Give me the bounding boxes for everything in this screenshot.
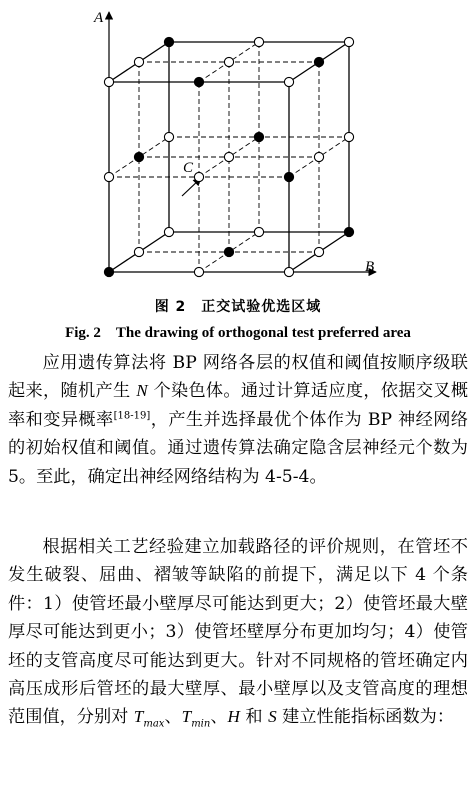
open-node (314, 152, 323, 161)
open-node (194, 267, 203, 276)
open-node (344, 132, 353, 141)
figure-caption-english: Fig. 2 The drawing of orthogonal test preferred area (65, 325, 411, 341)
filled-node (194, 77, 203, 86)
p2-var-t-max: T (133, 707, 144, 727)
p2-sub-min: min (191, 718, 211, 730)
axis-label-a: A (94, 10, 104, 26)
filled-node (284, 172, 293, 181)
paragraph-1 (8, 349, 468, 491)
axis-label-c: C (183, 160, 194, 176)
p2-text-2: 建立性能指标函数为： (276, 707, 455, 728)
open-node (284, 267, 293, 276)
p1-var-n: N (136, 381, 148, 401)
cube-grid-lines (109, 12, 376, 272)
open-node (164, 132, 173, 141)
filled-node (134, 152, 143, 161)
p2-var-s: S (268, 707, 277, 727)
open-node (344, 37, 353, 46)
p1-text-2: 个染色体。通过计算适应度，依据交叉概率和变异概率 (8, 381, 469, 430)
open-node (104, 172, 113, 181)
p2-text-1: 根据相关工艺经验建立加载路径的评价规则，在管坯不发生破裂、屈曲、褶皱等缺陷的前提下，满足以下 4 个条件：1）使管坯最小壁厚尽可能达到更大；2）使管坯最大壁厚尽可能达到更小；3）使管坯壁厚分布更加均匀；4）使管坯的支管高度尽可能达到更大。针对不同规格的管坯确定内高压成形后管坯的最大壁厚、最小壁厚以及支管高度的理想范围值，分别对 (8, 537, 468, 728)
filled-node (314, 57, 323, 66)
open-node (254, 37, 263, 46)
open-node (104, 77, 113, 86)
p1-text-3: ，产生并选择最优个体作为 BP 神经网络的初始权值和阈值。通过遗传算法确定隐含层神经元个数为 5。至此，确定出神经网络结构为 4-5-4。 (8, 409, 468, 487)
open-node (164, 227, 173, 236)
open-node (254, 227, 263, 236)
p2-var-h: H (227, 707, 240, 727)
open-node (314, 247, 323, 256)
open-node (284, 77, 293, 86)
p2-var-t-min: T (181, 707, 192, 727)
p2-sep-1: 、 (164, 707, 182, 728)
axis-label-b: B (365, 259, 375, 275)
filled-node (164, 37, 173, 46)
open-node (194, 172, 203, 181)
p2-sub-max: max (143, 718, 165, 730)
open-node (224, 152, 233, 161)
p2-and: 和 (239, 707, 269, 728)
figure-caption-chinese: 图 2 正交试验优选区域 (154, 299, 322, 315)
open-node (134, 57, 143, 66)
filled-node (104, 267, 113, 276)
open-node (224, 57, 233, 66)
filled-node (254, 132, 263, 141)
p1-citation: [18-19] (113, 410, 151, 422)
open-node (134, 247, 143, 256)
filled-node (344, 227, 353, 236)
filled-node (224, 247, 233, 256)
p1-text-1: 应用遗传算法将 BP 网络各层的权值和阈值按顺序级联起来，随机产生 (8, 353, 468, 402)
p2-sep-2: 、 (210, 707, 228, 728)
paragraph-2 (8, 533, 468, 732)
orthogonal-cube-figure (0, 0, 476, 300)
